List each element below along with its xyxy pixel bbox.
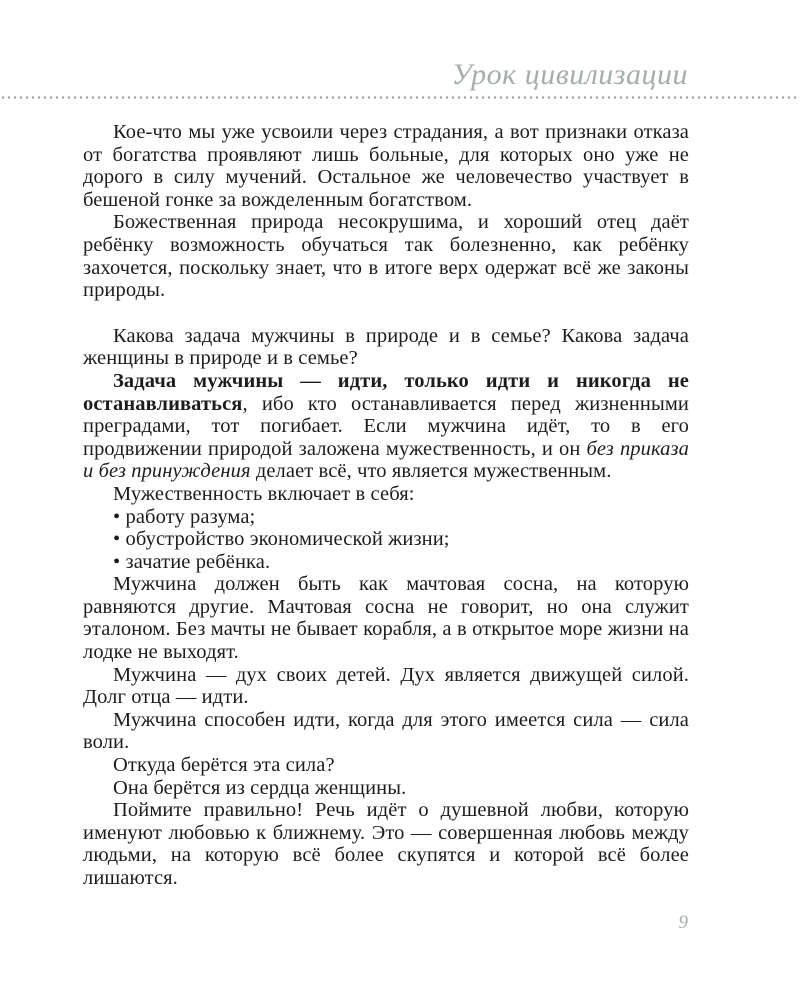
paragraph: Кое-что мы уже усвоили через страдания, а вот признаки отказа от богатства проявляют лишь больные, для которых оно уже не дорого в силу мучений. Остальное же человечество участвует в бешеной гонке за вожделенным богатством. [83,121,689,211]
page-number: 9 [678,912,688,933]
paragraph-text: делает всё, что является мужественным. [250,460,612,483]
paragraph: Мужественность включает в себя: [113,482,415,505]
paragraph-text: , ибо кто останавливается перед жизненными преградами, тот погибает. Если мужчина идёт, то в его продвижении природой заложена мужественность, и он [83,392,689,460]
paragraph: Поймите правильно! Речь идёт о душевной любви, которую именуют любовью к ближнему. Это — совершенная любовь между людьми, на которую всё более скупятся и которой всё более лишаются. [83,799,689,889]
paragraph: Откуда берётся эта сила? [113,754,335,777]
bullet-item: • зачатие ребёнка. [113,550,271,573]
paragraph: Мужчина способен идти, когда для этого имеется сила — сила воли. [83,708,689,754]
paragraph: Мужчина должен быть как мачтовая сосна, на которую равняются другие. Мачтовая сосна не говорит, но она служит эталоном. Без мачты не бывает корабля, а в открытое море жизни на лодке не выходят. [83,573,689,664]
page-body [83,121,689,890]
bullet-item: • обустройство экономической жизни; [113,528,450,551]
bullet-item: • работу разума; [113,505,256,528]
italic-emphasis: без приказа и без принуждения [83,437,689,483]
bold-emphasis: Задача мужчины — идти, только идти и никогда не останавливаться [83,369,689,415]
dotted-divider [0,96,800,99]
paragraph: Какова задача мужчины в природе и в семье? Какова задача женщины в природе и в семье? [83,324,689,370]
paragraph: Она берётся из сердца женщины. [113,776,407,799]
running-title: Урок цивилизации [451,58,688,91]
paragraph [83,370,689,483]
paragraph: Божественная природа несокрушима, и хороший отец даёт ребёнку возможность обучаться так болезненно, как ребёнку захочется, поскольку знает, что в итоге верх одержат всё же законы природы. [83,211,689,302]
paragraph: Мужчина — дух своих детей. Дух является движущей силой. Долг отца — идти. [83,663,689,709]
